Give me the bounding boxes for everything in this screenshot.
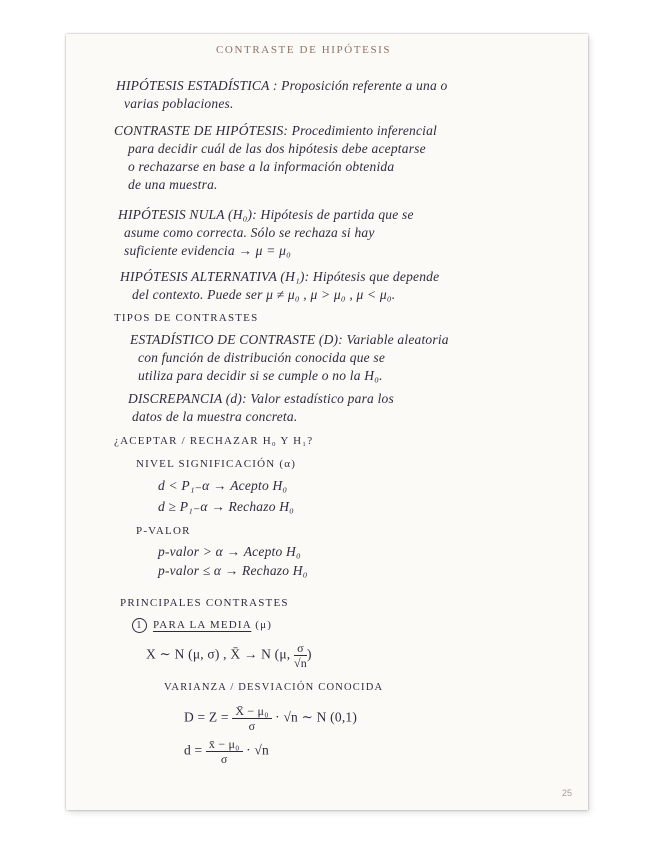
text-line: asume como correcta. Sólo se rechaza si hay xyxy=(124,225,375,240)
formula-text: ) xyxy=(306,646,312,662)
text-line: HIPÓTESIS NULA (H₀): Hipótesis de partida que se xyxy=(118,207,414,222)
formula-text: X ∼ N (μ, σ) , X̄ → N xyxy=(146,646,272,662)
fraction-numerator: x̄ − μ₀ xyxy=(206,737,243,752)
subheading: NIVEL SIGNIFICACIÓN (α) xyxy=(136,458,297,470)
text-line: p-valor > α → Acepto H₀ xyxy=(158,544,301,559)
subsection-heading xyxy=(132,618,272,633)
text-line: varias poblaciones. xyxy=(124,96,234,111)
text-line: o rechazarse en base a la información obtenida xyxy=(128,159,395,174)
text-line: de una muestra. xyxy=(128,177,218,192)
formula-text: (μ, xyxy=(274,646,291,662)
fraction-denominator: √n xyxy=(293,656,307,670)
text-line: HIPÓTESIS ESTADÍSTICA : Proposición referente a una o xyxy=(116,78,448,93)
page-number: 25 xyxy=(561,788,572,798)
formula-text: d = xyxy=(184,742,203,758)
text-line: utiliza para decidir si se cumple o no la H₀. xyxy=(138,368,383,383)
number-circle: 1 xyxy=(132,618,147,633)
section-heading: PRINCIPALES CONTRASTES xyxy=(120,597,289,609)
subsection-param: (μ) xyxy=(255,619,273,631)
fraction-numerator: X̄ − μ₀ xyxy=(232,704,271,719)
text-line: para decidir cuál de las dos hipótesis debe aceptarse xyxy=(128,141,426,156)
fraction-denominator: σ xyxy=(248,719,256,733)
text-line: d < P₁₋α → Acepto H₀ xyxy=(158,478,288,493)
formula-discrepancy xyxy=(184,737,269,766)
fraction xyxy=(294,641,307,670)
fraction-denominator: σ xyxy=(220,752,228,766)
formula-text: · √n xyxy=(246,742,269,758)
text-line: con función de distribución conocida que se xyxy=(138,350,386,365)
subheading: VARIANZA / DESVIACIÓN CONOCIDA xyxy=(164,682,384,693)
formula-text: D = Z = xyxy=(184,709,229,725)
text-line: del contexto. Puede ser μ ≠ μ₀ , μ > μ₀ , μ < μ₀. xyxy=(132,287,396,302)
text-line: p-valor ≤ α → Rechazo H₀ xyxy=(158,563,308,578)
fraction-numerator: σ xyxy=(294,641,307,656)
text-line: DISCREPANCIA (d): Valor estadístico para los xyxy=(128,391,394,406)
section-heading: TIPOS DE CONTRASTES xyxy=(114,312,259,324)
text-line: HIPÓTESIS ALTERNATIVA (H₁): Hipótesis que depende xyxy=(120,269,440,284)
subsection-title: PARA LA MEDIA xyxy=(153,619,252,631)
formula-statistic xyxy=(184,704,357,733)
subheading: P-VALOR xyxy=(136,525,191,537)
text-line: CONTRASTE DE HIPÓTESIS: Procedimiento inferencial xyxy=(114,123,438,138)
page-title: CONTRASTE DE HIPÓTESIS xyxy=(216,44,392,56)
formula-distribution xyxy=(146,641,312,670)
fraction xyxy=(206,737,243,766)
text-line: suficiente evidencia → μ = μ₀ xyxy=(124,243,291,258)
fraction xyxy=(232,704,271,733)
section-heading: ¿ACEPTAR / RECHAZAR H₀ Y H₁? xyxy=(114,435,314,447)
text-line: datos de la muestra concreta. xyxy=(132,409,298,424)
notebook-page xyxy=(66,34,588,810)
formula-text: · √n ∼ N (0,1) xyxy=(275,709,358,725)
text-line: d ≥ P₁₋α → Rechazo H₀ xyxy=(158,499,295,514)
text-line: ESTADÍSTICO DE CONTRASTE (D): Variable aleatoria xyxy=(130,332,449,347)
